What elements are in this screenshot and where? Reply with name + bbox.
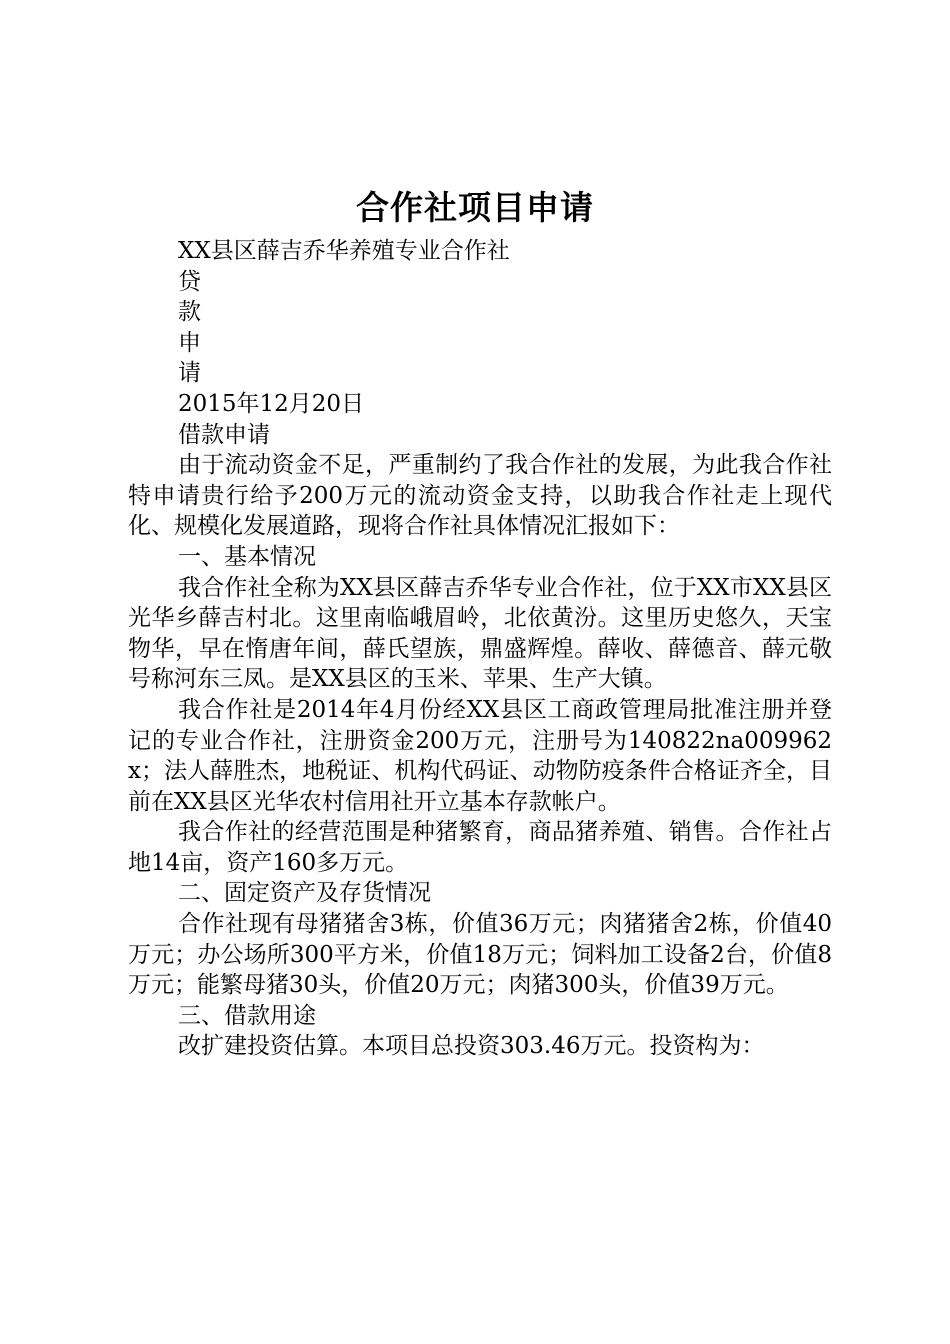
header-char-4: 请 <box>178 360 201 387</box>
header-char-1: 贷 <box>178 268 201 295</box>
paragraph-assets: 合作社现有母猪猪舍3栋，价值36万元；肉猪猪舍2栋，价值40万元；办公场所300平方米，价值18万元；饲料加工设备2台，价值8万元；能繁母猪30头，价值20万元；肉猪300头，价值39万元。 <box>128 911 832 999</box>
paragraph-location: 我合作社全称为XX县区薛吉乔华专业合作社，位于XX市XX县区光华乡薛吉村北。这里南临峨眉岭，北依黄汾。这里历史悠久，天宝物华，早在惰唐年间，薛氏望族，鼎盛辉煌。薛收、薛德音、薛元敬号称河东三凤。是XX县区的玉米、苹果、生产大镇。 <box>128 574 832 693</box>
header-char-3: 申 <box>178 329 201 356</box>
paragraph-investment: 改扩建投资估算。本项目总投资303.46万元。投资构为： <box>178 1033 765 1060</box>
intro-paragraph: 由于流动资金不足，严重制约了我合作社的发展，为此我合作社特申请贵行给予200万元的流动资金支持，以助我合作社走上现代化、规模化发展道路，现将合作社具体情况汇报如下： <box>128 452 832 540</box>
header-char-2: 款 <box>178 299 201 326</box>
section-heading-fixed-assets: 二、固定资产及存货情况 <box>178 880 431 907</box>
document-date: 2015年12月20日 <box>178 390 365 417</box>
loan-application-heading: 借款申请 <box>178 421 270 448</box>
section-heading-loan-purpose: 三、借款用途 <box>178 1002 316 1029</box>
cooperative-name: XX县区薛吉乔华养殖专业合作社 <box>178 238 510 264</box>
paragraph-business-scope: 我合作社的经营范围是种猪繁育，商品猪养殖、销售。合作社占地14亩，资产160多万元。 <box>128 819 832 876</box>
paragraph-registration: 我合作社是2014年4月份经XX县区工商政管理局批准注册并登记的专业合作社，注册资金200万元，注册号为140822na009962x；法人薛胜杰，地税证、机构代码证、动物防疫条件合格证齐全，目前在XX县区光华农村信用社开立基本存款帐户。 <box>128 696 832 815</box>
section-heading-basic-info: 一、基本情况 <box>178 543 316 570</box>
document-body <box>128 236 832 1062</box>
document-title: 合作社项目申请 <box>356 188 594 227</box>
